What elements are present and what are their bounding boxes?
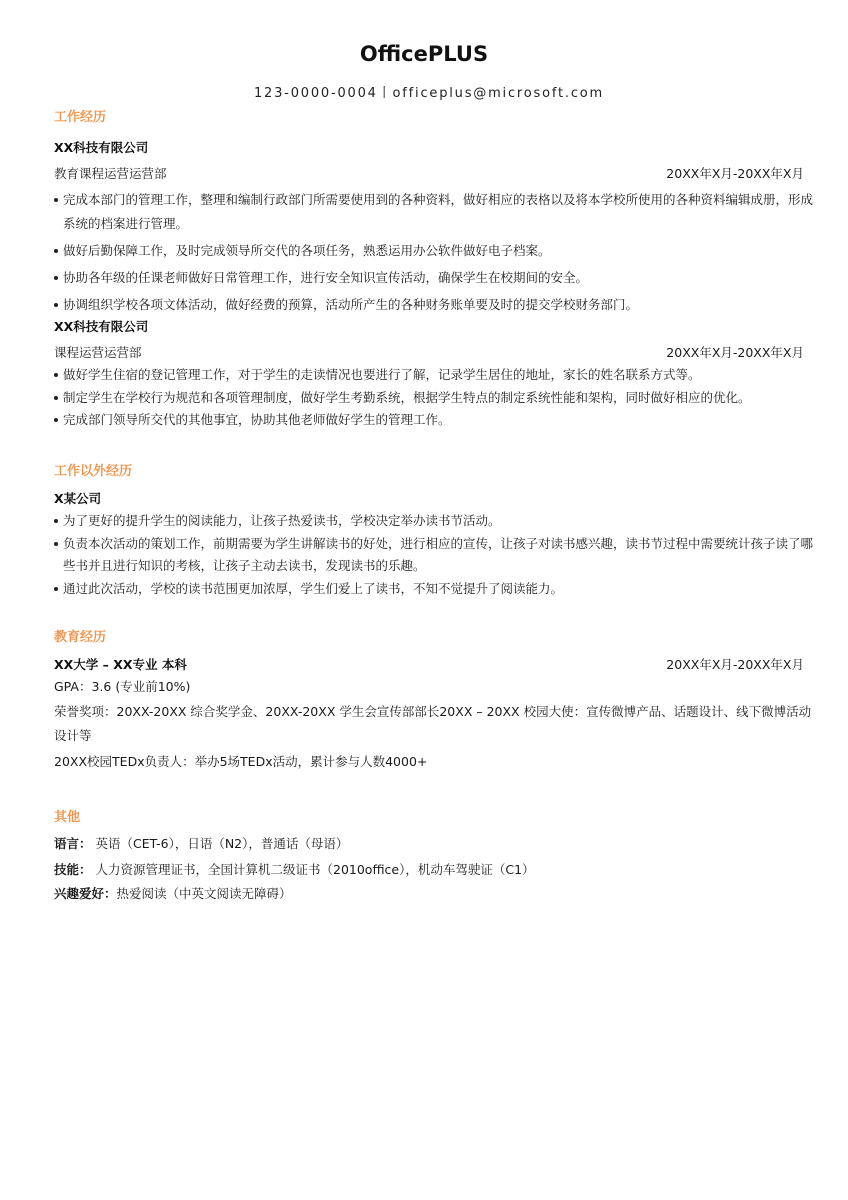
other-label: 技能： <box>54 862 92 877</box>
list-item: 制定学生在学校行为规范和各项管理制度，做好学生考勤系统，根据学生特点的制定系统性能和架构，同时做好相应的优化。 <box>54 387 814 410</box>
other-value: 热爱阅读（中英文阅读无障碍） <box>116 886 292 901</box>
job-role: 课程运营运营部 <box>54 345 142 360</box>
job-bullets <box>54 364 814 432</box>
other-exp-company: X某公司 <box>54 491 102 506</box>
job-company: XX科技有限公司 <box>54 319 149 334</box>
contact-info: 123-0000-0004丨officeplus@microsoft.com <box>253 86 604 101</box>
other-language <box>54 832 814 856</box>
section-title-other-exp: 工作以外经历 <box>54 464 133 479</box>
job-date: 20XX年X月-20XX年X月 <box>666 166 804 181</box>
job-2 <box>54 318 814 432</box>
other-skills <box>54 858 814 882</box>
other-hobbies <box>54 882 814 906</box>
list-item: 做好学生住宿的登记管理工作，对于学生的走读情况也要进行了解，记录学生居住的地址，家长的姓名联系方式等。 <box>54 364 814 387</box>
list-item: 协助各年级的任课老师做好日常管理工作，进行安全知识宣传活动，确保学生在校期间的安全。 <box>54 266 814 290</box>
other-label: 兴趣爱好： <box>54 886 117 901</box>
list-item: 为了更好的提升学生的阅读能力，让孩子热爱读书，学校决定举办读书节活动。 <box>54 510 814 533</box>
other-exp-section <box>54 463 814 600</box>
section-title-other: 其他 <box>54 810 81 825</box>
other-value: 英语（CET-6），日语（N2），普通话（母语） <box>91 836 349 851</box>
list-item: 通过此次活动，学校的读书范围更加浓厚，学生们爱上了读书，不知不觉提升了阅读能力。 <box>54 578 814 601</box>
job-role-row <box>54 165 814 183</box>
other-exp-bullets <box>54 510 814 600</box>
job-1 <box>54 139 814 317</box>
other-section <box>54 809 814 906</box>
work-section <box>54 109 814 127</box>
job-bullets <box>54 188 814 317</box>
job-date: 20XX年X月-20XX年X月 <box>666 345 804 360</box>
list-item: 协调组织学校各项文体活动，做好经费的预算，活动所产生的各种财务账单要及时的提交学校财务部门。 <box>54 293 814 317</box>
list-item: 完成部门领导所交代的其他事宜，协助其他老师做好学生的管理工作。 <box>54 409 814 432</box>
education-date: 20XX年X月-20XX年X月 <box>666 657 804 672</box>
resume-name: OfficePLUS <box>359 42 489 66</box>
other-value: 人力资源管理证书，全国计算机二级证书（2010office），机动车驾驶证（C1） <box>91 862 535 877</box>
education-school: XX大学 – XX专业 本科 <box>54 657 187 672</box>
education-tedx: 20XX校园TEDx负责人：举办5场TEDx活动，累计参与人数4000+ <box>54 754 428 769</box>
other-label: 语言： <box>54 836 92 851</box>
education-section <box>54 629 814 774</box>
job-company: XX科技有限公司 <box>54 140 149 155</box>
section-title-education: 教育经历 <box>54 630 107 645</box>
education-gpa: GPA：3.6 (专业前10%) <box>54 679 191 694</box>
list-item: 做好后勤保障工作，及时完成领导所交代的各项任务，熟悉运用办公软件做好电子档案。 <box>54 239 814 263</box>
section-title-work: 工作经历 <box>54 110 107 125</box>
education-honors: 荣誉奖项：20XX-20XX 综合奖学金、20XX-20XX 学生会宣传部部长20XX – 20XX 校园大使：宣传微博产品、话题设计、线下微博活动设计等 <box>54 704 812 743</box>
job-role-row <box>54 344 814 362</box>
list-item: 负责本次活动的策划工作，前期需要为学生讲解读书的好处，进行相应的宣传，让孩子对读书感兴趣，读书节过程中需要统计孩子读了哪些书并且进行知识的考核，让孩子主动去读书，发现读书的乐趣。 <box>54 533 814 578</box>
job-role: 教育课程运营运营部 <box>54 166 167 181</box>
education-row <box>54 656 814 674</box>
list-item: 完成本部门的管理工作，整理和编制行政部门所需要使用到的各种资料，做好相应的表格以及将本学校所使用的各种资料编辑成册，形成系统的档案进行管理。 <box>54 188 814 236</box>
